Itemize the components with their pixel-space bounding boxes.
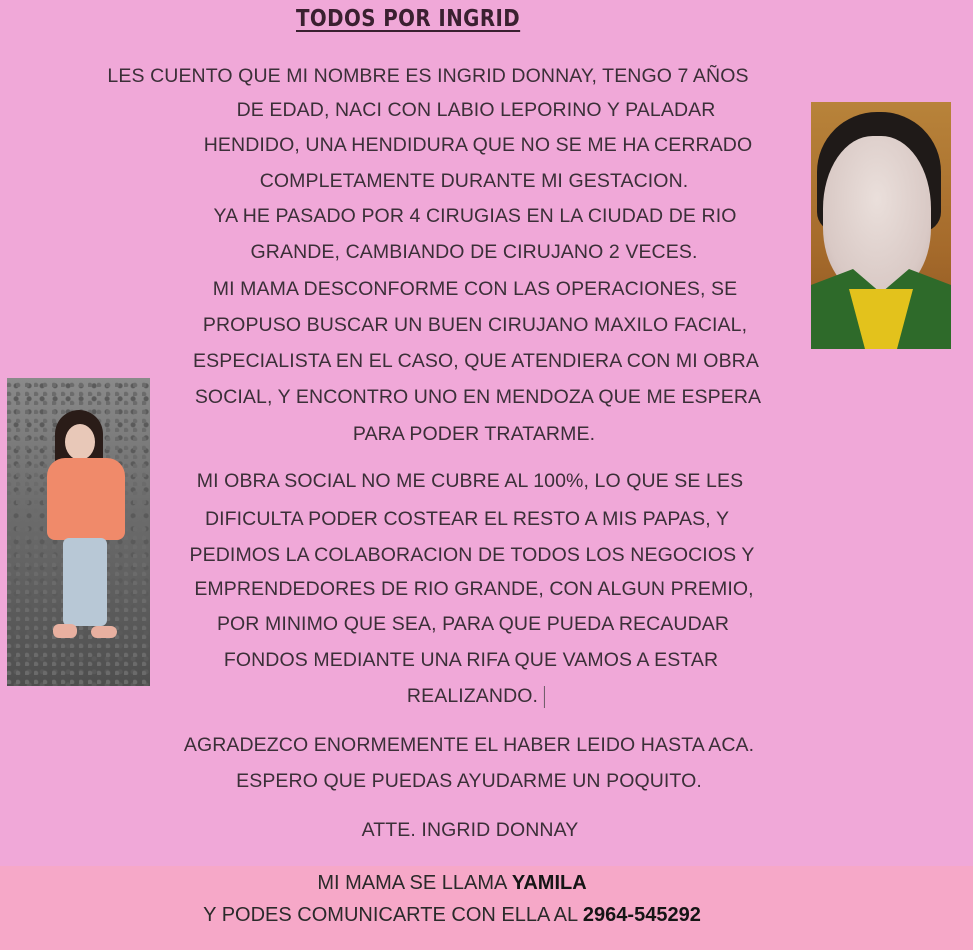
photo-girl-shoe — [53, 624, 77, 638]
footer-line-1 — [317, 870, 586, 896]
body-line-8: PROPUSO BUSCAR UN BUEN CIRUJANO MAXILO FACIAL, — [202, 314, 748, 336]
photo-girl-coat — [47, 458, 125, 540]
body-line-18-text: REALIZANDO. — [406, 685, 539, 707]
body-line-16: POR MINIMO QUE SEA, PARA QUE PUEDA RECAUDAR — [216, 613, 730, 635]
body-line-10: SOCIAL, Y ENCONTRO UNO EN MENDOZA QUE ME ESPERA — [194, 386, 762, 408]
mother-name: YAMILA — [511, 872, 587, 894]
body-line-12: MI OBRA SOCIAL NO ME CUBRE AL 100%, LO QUE SE LES — [196, 470, 744, 492]
body-line-9: ESPECIALISTA EN EL CASO, QUE ATENDIERA CON MI OBRA — [193, 350, 759, 372]
body-line-13: DIFICULTA PODER COSTEAR EL RESTO A MIS PAPAS, Y — [204, 508, 730, 530]
body-line-17: FONDOS MEDIANTE UNA RIFA QUE VAMOS A ESTAR — [223, 649, 719, 671]
photo-face — [823, 136, 931, 294]
footer-line-2 — [203, 902, 701, 928]
body-line-14: PEDIMOS LA COLABORACION DE TODOS LOS NEGOCIOS Y — [189, 544, 755, 566]
contact-footer — [0, 866, 973, 950]
text-cursor — [544, 686, 545, 708]
photo-girl-legs — [63, 538, 107, 626]
photo-girl-face — [65, 424, 95, 460]
footer-mother-prefix: MI MAMA SE LLAMA — [317, 872, 512, 894]
body-line-1: LES CUENTO QUE MI NOMBRE ES INGRID DONNAY, TENGO 7 AÑOS — [107, 65, 749, 87]
signature-line: ATTE. INGRID DONNAY — [361, 819, 579, 841]
footer-phone-prefix: Y PODES COMUNICARTE CON ELLA AL — [203, 904, 583, 926]
full-body-photo — [7, 378, 150, 686]
body-line-7: MI MAMA DESCONFORME CON LAS OPERACIONES, SE — [212, 278, 738, 300]
body-line-15: EMPRENDEDORES DE RIO GRANDE, CON ALGUN PREMIO, — [194, 578, 754, 600]
body-line-4: COMPLETAMENTE DURANTE MI GESTACION. — [259, 170, 689, 192]
photo-girl-shoe — [91, 626, 117, 638]
body-line-2: DE EDAD, NACI CON LABIO LEPORINO Y PALADAR — [236, 99, 716, 121]
phone-number: 2964-545292 — [582, 904, 701, 926]
document-title: TODOS POR INGRID — [296, 6, 521, 32]
body-line-6: GRANDE, CAMBIANDO DE CIRUJANO 2 VECES. — [250, 241, 698, 263]
body-line-20: ESPERO QUE PUEDAS AYUDARME UN POQUITO. — [236, 770, 702, 792]
body-line-5: YA HE PASADO POR 4 CIRUGIAS EN LA CIUDAD DE RIO — [213, 205, 737, 227]
portrait-photo — [811, 102, 951, 349]
body-line-18 — [407, 684, 545, 708]
body-line-3: HENDIDO, UNA HENDIDURA QUE NO SE ME HA CERRADO — [203, 134, 753, 156]
body-line-19: AGRADEZCO ENORMEMENTE EL HABER LEIDO HASTA ACA. — [183, 734, 755, 756]
body-line-11: PARA PODER TRATARME. — [352, 423, 596, 445]
